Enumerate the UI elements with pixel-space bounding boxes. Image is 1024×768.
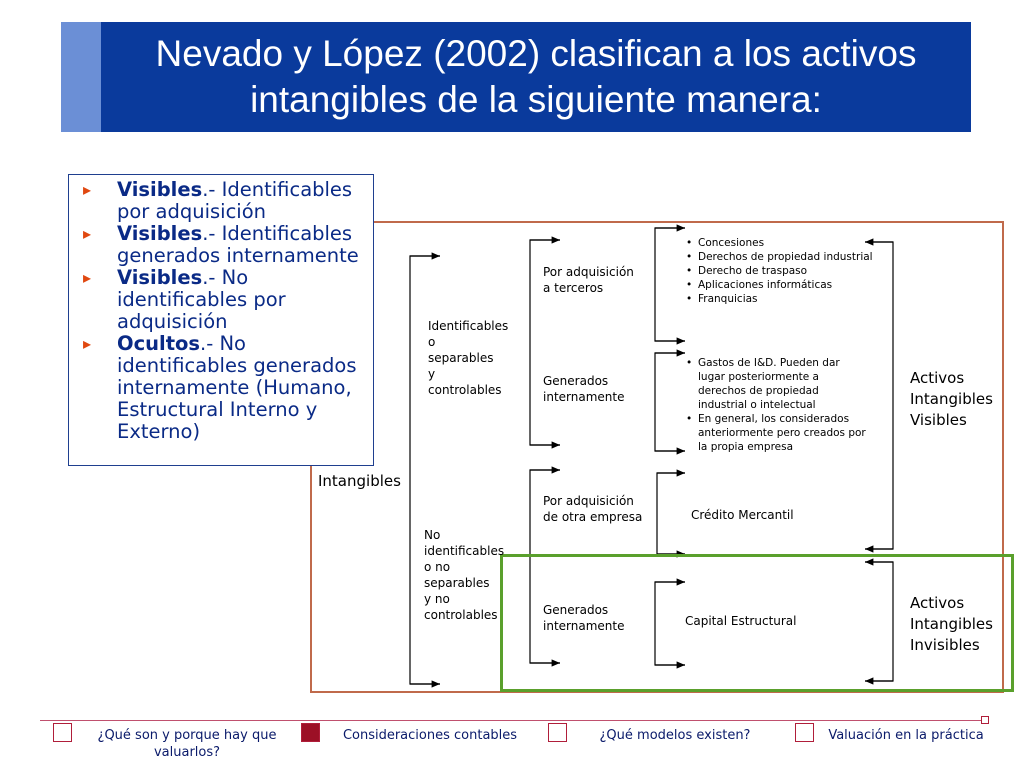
footer-nav-square-1[interactable] [53,723,72,742]
level2-por-adquisicion-empresa: Por adquisición de otra empresa [543,494,643,524]
level3-list-adquisicion [684,236,874,306]
bullet-arrow-icon: ▸ [83,180,92,199]
list-item: • En general, los considerados anteriormente pero creados por la propia empresa [684,412,870,454]
classification-textbox [68,174,374,466]
list-item: • Gastos de I&D. Pueden dar lugar posteriormente a derechos de propiedad industrial o intelectual [684,356,870,412]
bullet-arrow-icon: ▸ [83,334,92,353]
level3-list-generados [684,356,870,454]
list-item: • Derecho de traspaso [684,264,874,278]
bracket-level3-c [657,473,685,554]
textbox-item-4: ▸ Ocultos.- No identificables generados internamente (Humano, Estructural Interno y Externo) [83,332,357,443]
bullet-arrow-icon: ▸ [83,268,92,287]
list-item: • Franquicias [684,292,874,306]
right-activos-invisibles: Activos Intangibles Invisibles [910,594,993,654]
level1-no-identificables: No identificables o no separables y no controlables [424,528,505,622]
level3-credito-mercantil: Crédito Mercantil [691,508,794,522]
level2-generados-internamente-1: Generados internamente [543,374,625,404]
root-label: Intangibles [318,472,401,490]
textbox-item-1: ▸ Visibles.- Identificables por adquisición [83,178,353,223]
level1-identificables: Identificables o separables y controlables [428,319,509,397]
bracket-level3-a [655,228,685,341]
footer-link-consideraciones[interactable]: Consideraciones contables [342,728,518,743]
footer-nav-square-3[interactable] [548,723,567,742]
list-item: • Aplicaciones informáticas [684,278,874,292]
list-item: • Derechos de propiedad industrial [684,250,874,264]
list-item: • Concesiones [684,236,874,250]
bullet-arrow-icon: ▸ [83,224,92,243]
footer-link-que-son[interactable]: ¿Qué son y porque hay que valuarlos? [97,728,277,760]
level2-por-adquisicion-terceros: Por adquisición a terceros [543,265,634,295]
right-activos-visibles: Activos Intangibles Visibles [910,369,993,429]
footer-link-modelos[interactable]: ¿Qué modelos existen? [599,728,751,743]
level2-generados-internamente-2: Generados internamente [543,603,625,633]
footer-corner-square [981,716,989,724]
level3-capital-estructural: Capital Estructural [685,614,797,628]
title-line-1: Nevado y López (2002) clasifican a los activos [155,33,917,74]
textbox-item-2: ▸ Visibles.- Identificables generados internamente [83,222,359,267]
footer-link-valuacion[interactable]: Valuación en la práctica [828,728,984,743]
footer-divider [40,720,982,721]
bracket-level3-b [655,353,685,451]
footer-nav-square-2-active[interactable] [301,723,320,742]
footer-nav-square-4[interactable] [795,723,814,742]
textbox-item-3: ▸ Visibles.- No identificables por adquisición [83,266,286,333]
title-line-2: intangibles de la siguiente manera: [250,79,822,120]
